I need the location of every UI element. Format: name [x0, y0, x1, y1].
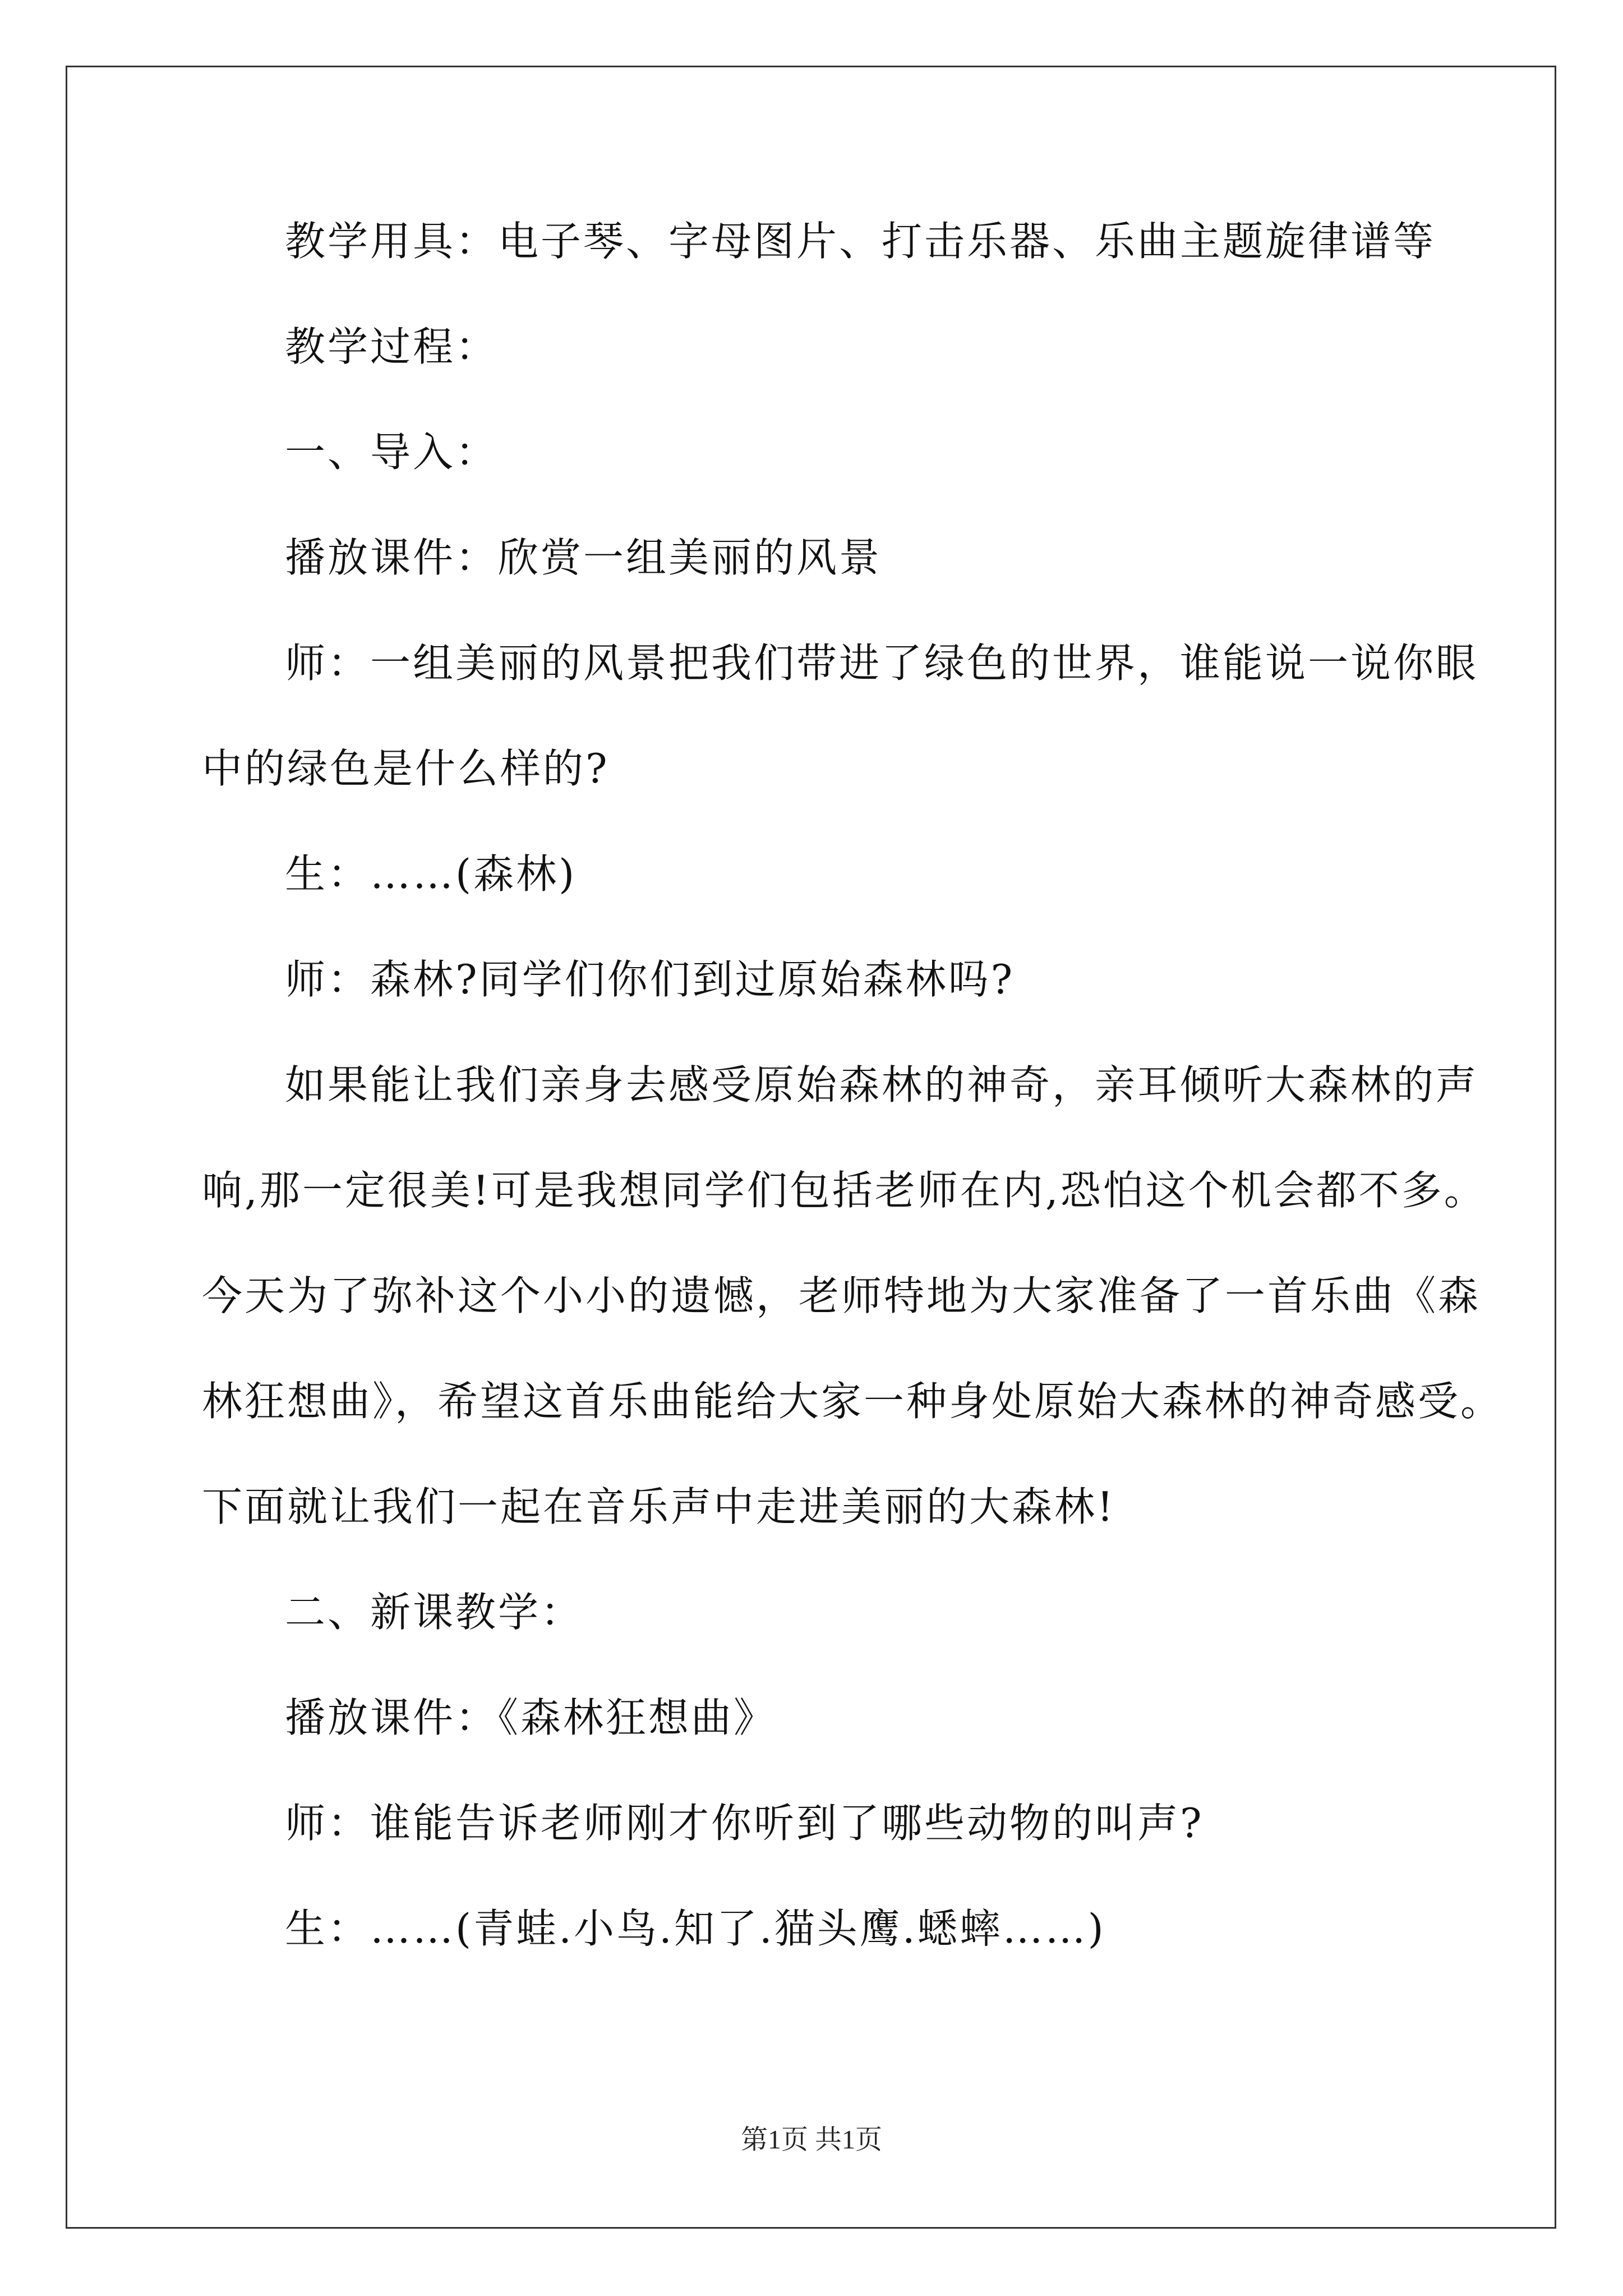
page-number: 第1页 共1页	[740, 2125, 882, 2155]
paragraph-forest-intro-1: 如果能让我们亲身去感受原始森林的神奇，亲耳倾听大森林的声	[285, 1061, 1479, 1108]
heading-introduction: 一、导入：	[285, 429, 499, 476]
paragraph-forest-intro-3: 今天为了弥补这个小小的遗憾，老师特地为大家准备了一首乐曲《森	[202, 1272, 1481, 1319]
paragraph-forest-intro-5: 下面就让我们一起在音乐声中走进美丽的大森林!	[202, 1483, 1115, 1530]
paragraph-teaching-tools: 教学用具：电子琴、字母图片、打击乐器、乐曲主题旋律谱等	[285, 218, 1436, 265]
paragraph-teacher-line-1: 师：一组美丽的风景把我们带进了绿色的世界，谁能说一说你眼	[285, 639, 1479, 687]
paragraph-student-line-2: 生：……(青蛙.小鸟.知了.猫头鹰.蟋蟀……)	[285, 1905, 1106, 1952]
paragraph-forest-intro-4: 林狂想曲》，希望这首乐曲能给大家一种身处原始大森林的神奇感受。	[202, 1378, 1504, 1425]
paragraph-forest-intro-2: 响,那一定很美!可是我想同学们包括老师在内,恐怕这个机会都不多。	[202, 1167, 1487, 1214]
paragraph-teacher-line-2: 师：森林?同学们你们到过原始森林吗?	[285, 956, 1015, 1003]
paragraph-play-forest-rhapsody: 播放课件：《森林狂想曲》	[285, 1694, 777, 1741]
paragraph-play-courseware: 播放课件：欣赏一组美丽的风景	[285, 534, 882, 581]
paragraph-student-line-1: 生：……(森林)	[285, 850, 577, 898]
paragraph-teacher-line-1-cont: 中的绿色是什么样的?	[202, 745, 610, 792]
heading-new-lesson: 二、新课教学：	[285, 1589, 584, 1636]
paragraph-teacher-line-3: 师：谁能告诉老师刚才你听到了哪些动物的叫声?	[285, 1800, 1204, 1847]
paragraph-teaching-process: 教学过程：	[285, 323, 499, 370]
